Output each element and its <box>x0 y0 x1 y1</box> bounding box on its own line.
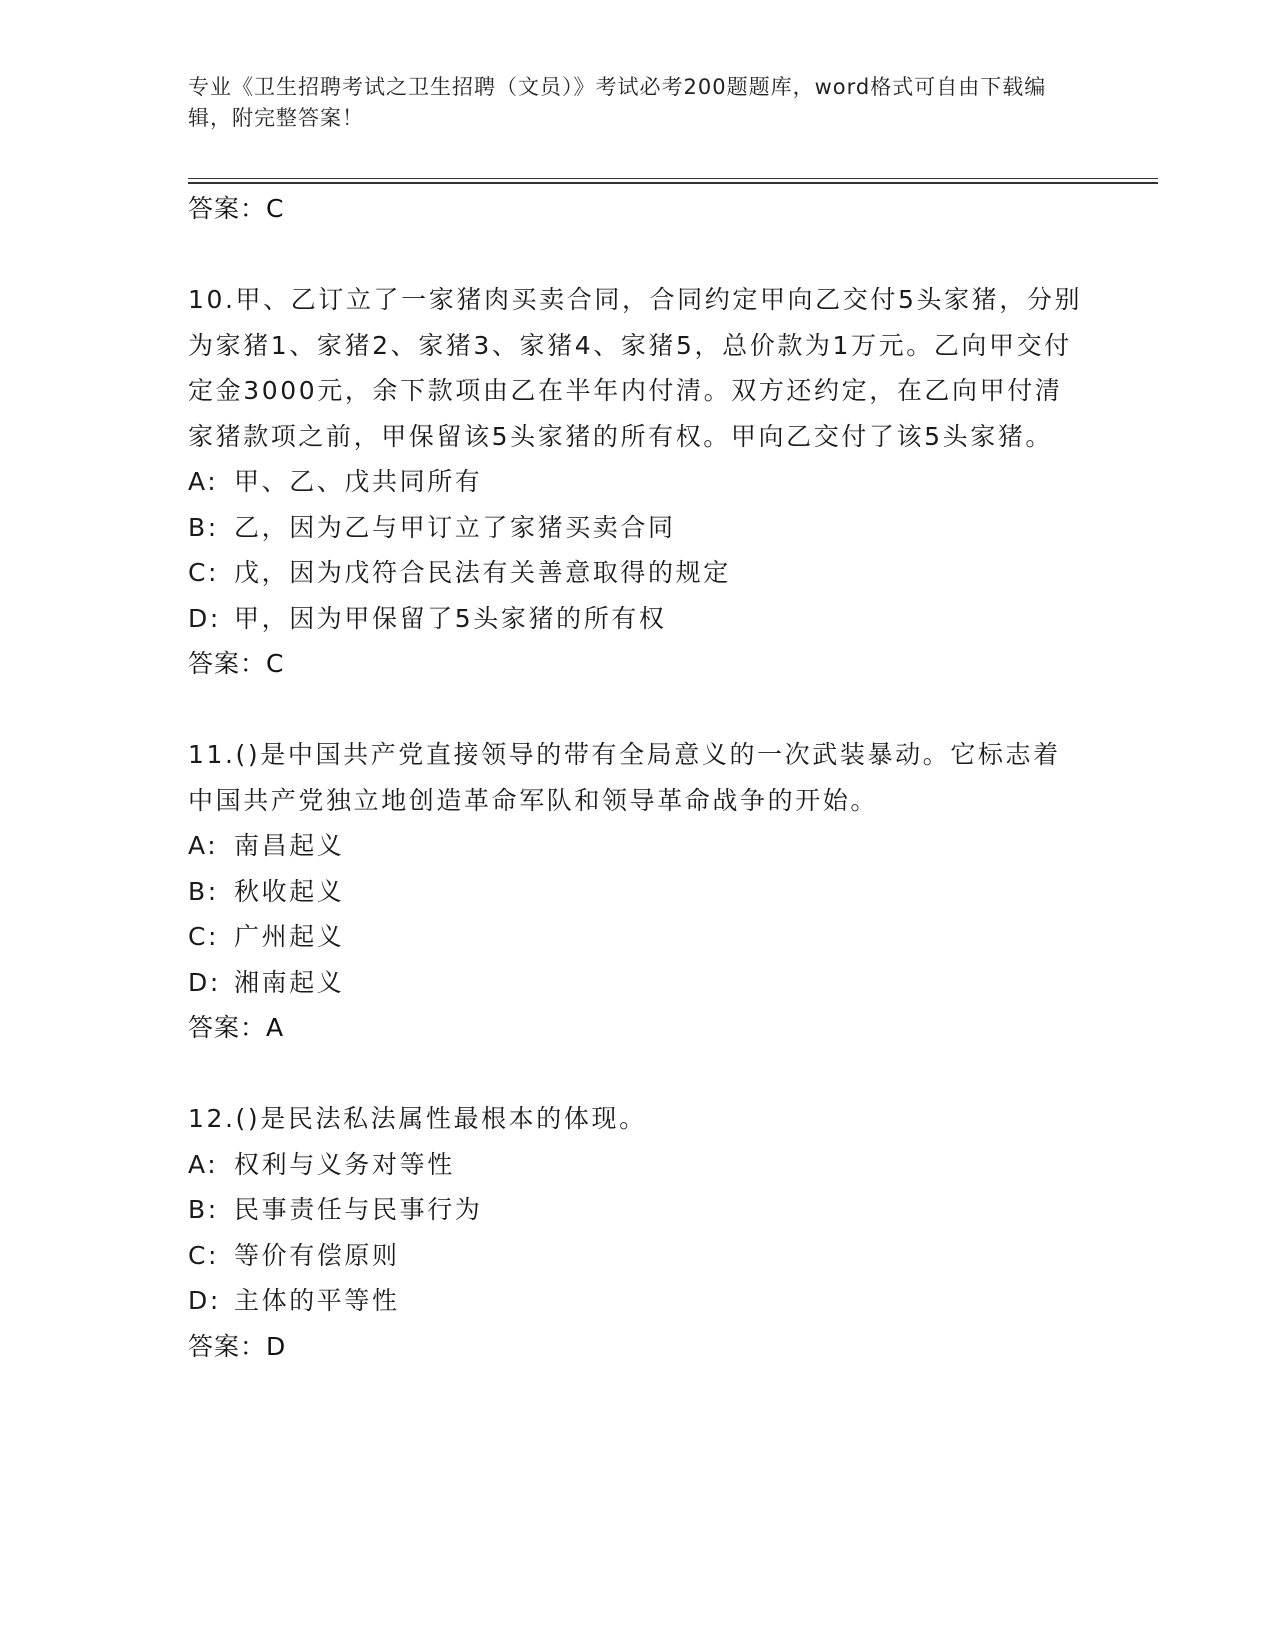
option-text: 南昌起义 <box>234 831 345 860</box>
option-key: B: <box>188 1195 219 1224</box>
option-key: A: <box>188 831 219 860</box>
document-content <box>188 186 1088 1369</box>
option-b <box>188 505 1088 551</box>
question-10 <box>188 277 1088 686</box>
option-d <box>188 1278 1088 1324</box>
option-a <box>188 459 1088 505</box>
answer-line: 答案：A <box>188 1013 285 1042</box>
option-text: 乙，因为乙与甲订立了家猪买卖合同 <box>234 512 676 542</box>
spacer <box>188 231 1088 277</box>
option-text: 甲、乙、戊共同所有 <box>234 467 483 496</box>
option-text: 主体的平等性 <box>234 1286 400 1315</box>
question-12 <box>188 1096 1088 1369</box>
question-11 <box>188 732 1088 1050</box>
question-stem: 11.()是中国共产党直接领导的带有全局意义的一次武装暴动。它标志着中国共产党独立地创造革命军队和领导革命战争的开始。 <box>188 740 1061 815</box>
option-text: 民事责任与民事行为 <box>234 1195 483 1224</box>
option-text: 甲，因为甲保留了5头家猪的所有权 <box>234 603 667 633</box>
option-key: D: <box>188 603 221 633</box>
spacer <box>188 1050 1088 1096</box>
option-key: B: <box>188 876 219 906</box>
option-b <box>188 1187 1088 1233</box>
question-stem: 10.甲、乙订立了一家猪肉买卖合同，合同约定甲向乙交付5头家猪，分别为家猪1、家猪2、家猪3、家猪4、家猪5，总价款为1万元。乙向甲交付定金3000元，余下款项由乙在半年内付清。双方还约定，在乙向甲付清家猪款项之前，甲保留该5头家猪的所有权。甲向乙交付了该5头家猪。 <box>188 285 1083 451</box>
option-b <box>188 869 1088 915</box>
option-key: C: <box>188 1240 220 1270</box>
option-key: B: <box>188 512 219 542</box>
option-d <box>188 596 1088 642</box>
header-rule-thin <box>188 178 1158 179</box>
answer-line: 答案：D <box>188 1331 287 1361</box>
option-key: C: <box>188 558 220 587</box>
option-a <box>188 823 1088 869</box>
option-key: A: <box>188 467 219 496</box>
option-c <box>188 550 1088 596</box>
question-stem: 12.()是民法私法属性最根本的体现。 <box>188 1104 647 1133</box>
option-text: 广州起义 <box>234 922 345 951</box>
option-text: 湘南起义 <box>234 967 345 997</box>
option-d <box>188 960 1088 1006</box>
option-text: 戊，因为戊符合民法有关善意取得的规定 <box>234 558 731 587</box>
option-text: 权利与义务对等性 <box>234 1149 455 1179</box>
option-c <box>188 1233 1088 1279</box>
option-key: C: <box>188 922 220 951</box>
option-c <box>188 914 1088 960</box>
option-text: 秋收起义 <box>234 876 345 906</box>
option-key: A: <box>188 1149 219 1179</box>
answer-line: 答案：C <box>188 194 285 223</box>
option-key: D: <box>188 967 221 997</box>
document-header: 专业《卫生招聘考试之卫生招聘（文员）》考试必考200题题库，word格式可自由下载编辑，附完整答案！ <box>188 75 1047 130</box>
answer-line: 答案：C <box>188 649 285 678</box>
header-rule-thick <box>188 182 1158 184</box>
option-key: D: <box>188 1286 221 1315</box>
option-text: 等价有偿原则 <box>234 1240 400 1270</box>
spacer <box>188 686 1088 732</box>
option-a <box>188 1142 1088 1188</box>
